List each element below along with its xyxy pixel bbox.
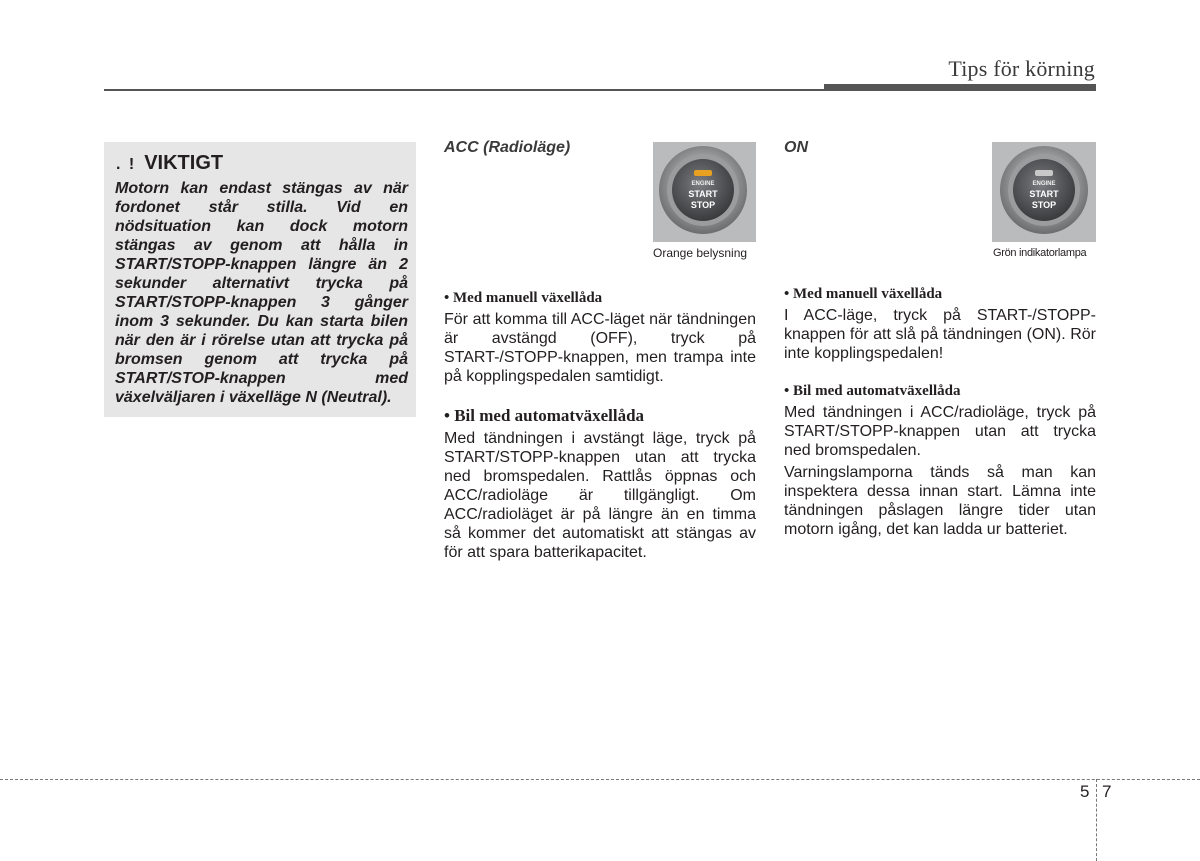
header-rule-thick <box>824 84 1096 91</box>
page-header-title: Tips för körning <box>948 56 1095 81</box>
on-light-icon <box>1035 170 1053 176</box>
acc-image-caption: Orange belysning <box>653 246 748 260</box>
on-button-text-1: ENGINE <box>1032 181 1056 187</box>
acc-button-text-2: START <box>688 189 718 199</box>
engine-start-button-icon <box>653 142 756 242</box>
acc-auto-heading: • Bil med automatväxellåda <box>444 406 645 425</box>
header-rule-thin <box>104 89 824 91</box>
on-button-text-2: START <box>1029 189 1059 199</box>
on-auto-text-2: Varningslamporna tänds så man kan inspektera dessa innan start. Lämna inte tändningen påslagen längre tider utan motorn igång, det kan ladda ur batteriet. <box>784 464 1096 538</box>
warning-box <box>104 142 416 417</box>
on-button-text-3: STOP <box>1031 200 1057 210</box>
on-auto-heading: • Bil med automatväxellåda <box>784 383 961 399</box>
engine-start-button-icon <box>992 142 1096 242</box>
warning-icon: . ! <box>116 156 137 173</box>
acc-button-image <box>653 142 756 242</box>
acc-manual-text: För att komma till ACC-läget när tändningen är avstängd (OFF), tryck på START-/STOPP-knappen, men trampa inte på kopplingspedalen samtidigt. <box>444 311 756 385</box>
on-button-image <box>992 142 1096 242</box>
acc-button-text-1: ENGINE <box>691 181 715 187</box>
on-manual-text: I ACC-läge, tryck på START-/STOPP-knappen för att slå på tändningen (ON). Rör inte kopplingspedalen! <box>784 307 1096 362</box>
footer-dashed-rule <box>0 779 1200 780</box>
on-image-caption: Grön indikatorlampa <box>993 247 1087 259</box>
warning-text: Motorn kan endast stängas av när fordonet står stilla. Vid en nödsituation kan dock motorn stängas av genom att hålla in START/STOPP-knappen längre än 2 sekunder alternativt trycka på START/STOPP-knappen 3 gånger inom 3 sekunder. Du kan starta bilen när den är i rörelse utan att trycka på bromsen genom att trycka på START/STOP-knappen med växelväljaren i växelläge N (Neutral). <box>115 180 408 406</box>
footer-page-divider <box>1096 779 1097 861</box>
acc-button-text-3: STOP <box>690 200 716 210</box>
warning-heading <box>116 152 223 175</box>
chapter-number: 5 <box>1080 782 1090 801</box>
acc-heading: ACC (Radioläge) <box>444 139 571 156</box>
acc-auto-text: Med tändningen i avstängt läge, tryck på START/STOPP-knappen utan att trycka ned bromspedalen. Rattlås öppnas och ACC/radioläge är tillgängligt. Om ACC/radioläget är på längre än en timma så kommer det automatiskt att stängas av för att spara batterikapacitet. <box>444 430 756 561</box>
on-auto-text-1: Med tändningen i ACC/radioläge, tryck på START/STOPP-knappen utan att trycka ned bromspedalen. <box>784 404 1096 459</box>
on-heading: ON <box>784 139 808 156</box>
on-manual-heading: • Med manuell växellåda <box>784 286 943 302</box>
warning-title: VIKTIGT <box>144 152 224 174</box>
page-number: 7 <box>1102 782 1112 801</box>
acc-light-icon <box>694 170 712 176</box>
acc-manual-heading: • Med manuell växellåda <box>444 290 603 306</box>
